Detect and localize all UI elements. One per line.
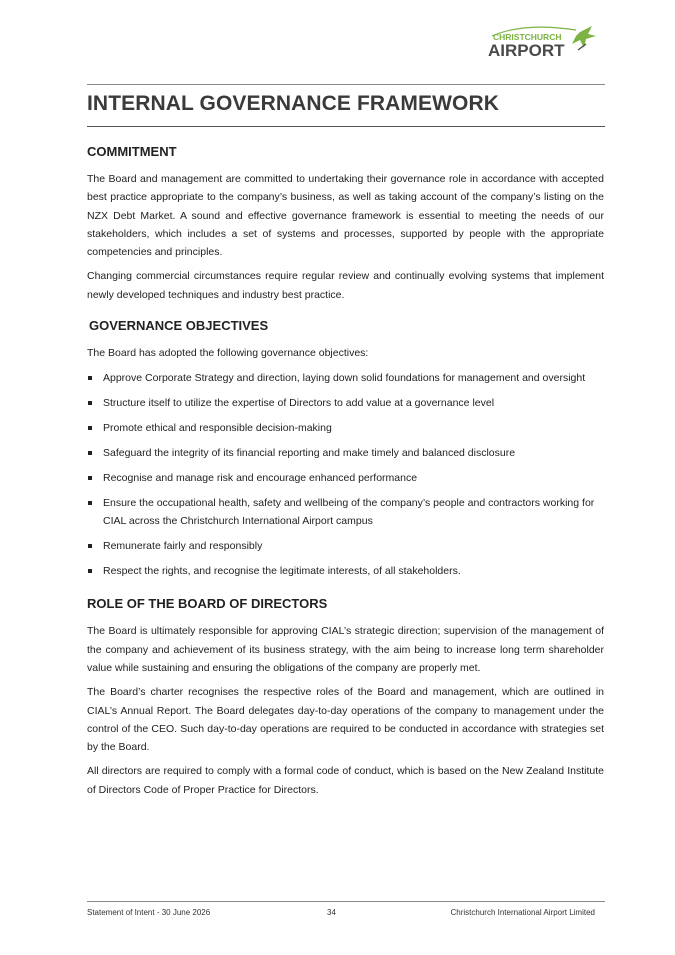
document-body	[87, 142, 604, 805]
objective-item	[87, 537, 604, 555]
board-paragraph-2: The Board’s charter recognises the respective roles of the Board and management, which are outlined in CIAL’s Annual Report. The Board delegates day-to-day operations of the company to management under the control of the CEO. Such day-to-day operations are required to be conducted in accordance with strategies set by the Board.	[87, 686, 604, 754]
objective-item	[87, 469, 604, 487]
bullet-icon	[88, 401, 92, 405]
header-rule	[87, 84, 605, 85]
objectives-heading: GOVERNANCE OBJECTIVES	[89, 318, 269, 334]
airport-logo-graphic	[484, 24, 600, 60]
objective-item	[87, 562, 604, 580]
objective-item	[87, 369, 604, 387]
objective-text: Respect the rights, and recognise the legitimate interests, of all stakeholders.	[103, 565, 461, 578]
footer-company-name: Christchurch International Airport Limited	[450, 908, 595, 917]
logo-line1: CHRISTCHURCH	[493, 32, 562, 42]
commitment-section	[87, 142, 604, 304]
objective-text: Remunerate fairly and responsibly	[103, 540, 263, 553]
page-footer	[87, 908, 595, 922]
board-heading: ROLE OF THE BOARD OF DIRECTORS	[87, 596, 328, 612]
christchurch-airport-logo	[484, 24, 600, 60]
objectives-list	[87, 369, 604, 580]
objective-text: Structure itself to utilize the expertise of Directors to add value at a governance level	[103, 397, 495, 410]
board-paragraph-3: All directors are required to comply with a formal code of conduct, which is based on the New Zealand Institute of Directors Code of Proper Practice for Directors.	[87, 765, 604, 796]
footer-rule	[87, 901, 605, 902]
bullet-icon	[88, 544, 92, 548]
bullet-icon	[88, 451, 92, 455]
bullet-icon	[88, 501, 92, 505]
objective-item	[87, 444, 604, 462]
objective-item	[87, 419, 604, 437]
objective-item	[87, 394, 604, 412]
objective-text: Promote ethical and responsible decision-making	[103, 422, 332, 435]
page-title: INTERNAL GOVERNANCE FRAMEWORK	[87, 92, 500, 115]
bullet-icon	[88, 426, 92, 430]
commitment-paragraph-2: Changing commercial circumstances require regular review and continually evolving systems that implement newly developed techniques and industry best practice.	[87, 270, 604, 301]
bullet-icon	[88, 569, 92, 573]
objective-text: Ensure the occupational health, safety and wellbeing of the company’s people and contractors working for CIAL across the Christchurch International Airport campus	[103, 497, 595, 528]
board-section	[87, 594, 604, 799]
objective-text: Recognise and manage risk and encourage enhanced performance	[103, 472, 418, 485]
objective-text: Safeguard the integrity of its financial reporting and make timely and balanced disclosure	[103, 447, 516, 460]
commitment-heading: COMMITMENT	[87, 144, 177, 159]
title-rule	[87, 126, 605, 127]
logo-line2: AIRPORT	[488, 41, 565, 60]
objective-item	[87, 494, 604, 530]
bullet-icon	[88, 376, 92, 380]
objective-text: Approve Corporate Strategy and direction, laying down solid foundations for management and oversight	[103, 372, 586, 385]
bullet-icon	[88, 476, 92, 480]
board-paragraph-1: The Board is ultimately responsible for approving CIAL’s strategic direction; supervision of the management of the company and achievement of its business strategy, with the aim being to increase long term shareholder value while sustaining and ensuring the obligations of the company are properly met.	[87, 625, 604, 674]
objectives-intro: The Board has adopted the following governance objectives:	[87, 347, 369, 360]
footer-page-number: 34	[327, 908, 336, 917]
objectives-section	[87, 316, 604, 580]
fern-stem-icon	[578, 44, 586, 50]
footer-document-title: Statement of Intent - 30 June 2026	[87, 908, 211, 917]
commitment-paragraph-1: The Board and management are committed to undertaking their governance role in accordance with accepted best practice appropriate to the company’s business, as well as taking account of the company’s listing on the NZX Debt Market. A sound and effective governance framework is essential to meeting the needs of our stakeholders, which includes a set of systems and processes, supported by people with the appropriate competencies and principles.	[87, 173, 604, 259]
